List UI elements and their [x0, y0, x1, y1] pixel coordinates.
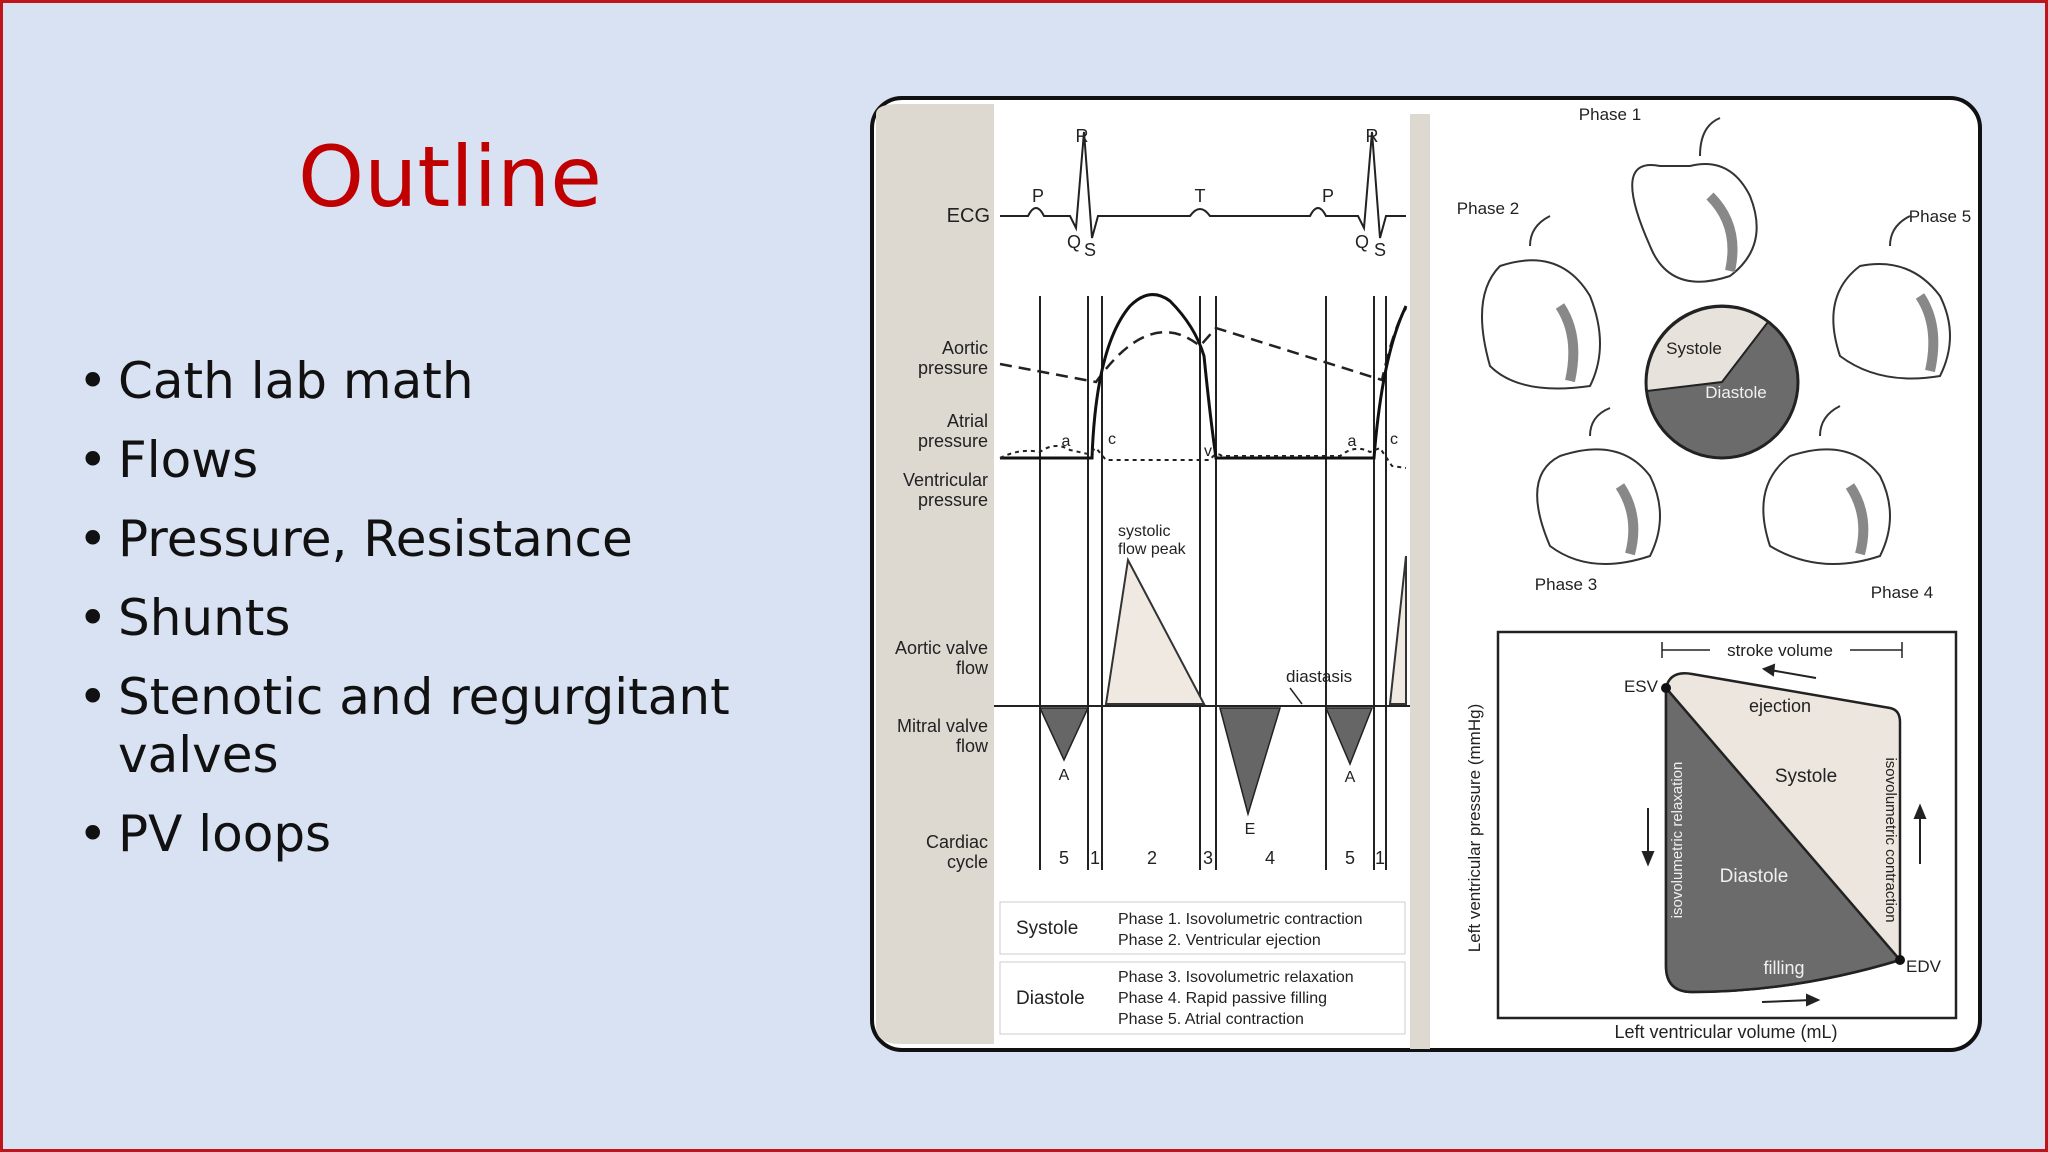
pv-loop-diagram: [1465, 632, 1956, 1042]
ecg-r-wave-2: R: [1365, 126, 1379, 146]
ecg-s-wave-2: S: [1373, 240, 1387, 260]
phase-3-label: Phase 3: [1534, 575, 1598, 594]
cardiac-cycle-figure: [870, 96, 1982, 1052]
circle-systole-label: Systole: [1666, 339, 1722, 358]
ventricular-pressure-label-2: pressure: [917, 490, 988, 510]
bullet-dot-icon: •: [78, 805, 108, 863]
systole-legend-label: Systole: [1016, 918, 1079, 939]
phase-number: 4: [1264, 848, 1276, 868]
systolic-peak-label: systolic: [1118, 523, 1171, 540]
edv-label: EDV: [1906, 957, 1941, 976]
systole-legend-line: Phase 1. Isovolumetric contraction: [1118, 911, 1363, 928]
ventricular-pressure-label: Ventricular: [902, 470, 988, 490]
diastole-legend-line: Phase 4. Rapid passive filling: [1118, 990, 1328, 1007]
circle-diastole-label: Diastole: [1705, 383, 1767, 402]
atrial-c-wave-2: c: [1390, 431, 1398, 448]
edv-point: [1895, 955, 1905, 965]
phase-number: 3: [1202, 848, 1214, 868]
ecg-p-wave: P: [1031, 186, 1045, 206]
bullet-dot-icon: •: [78, 668, 108, 726]
phase-5-label: Phase 5: [1908, 207, 1972, 226]
mitral-a-label-2: A: [1344, 769, 1356, 786]
bullet-item: • Flows: [78, 431, 259, 489]
ecg-r-wave: R: [1075, 126, 1089, 146]
aortic-valve-flow-label: Aortic valve: [894, 638, 988, 658]
bullet-item: • Shunts: [78, 589, 291, 647]
pv-diastole-label: Diastole: [1719, 866, 1789, 887]
phase-2-label: Phase 2: [1456, 199, 1520, 218]
ecg-label: ECG: [946, 205, 990, 227]
bullet-item: • Pressure, Resistance: [78, 510, 633, 568]
phase-number: 1: [1374, 848, 1386, 868]
aortic-valve-flow-label-2: flow: [955, 658, 988, 678]
atrial-a-wave-2: a: [1347, 433, 1357, 450]
atrial-c-wave: c: [1108, 431, 1116, 448]
mitral-e-label: E: [1244, 821, 1256, 838]
bullet-item: • PV loops: [78, 805, 332, 863]
esv-label: ESV: [1623, 677, 1658, 696]
pv-y-axis-label: Left ventricular pressure (mmHg): [1465, 703, 1484, 953]
phase-1-label: Phase 1: [1578, 105, 1642, 124]
mitral-valve-flow-label-2: flow: [955, 736, 988, 756]
atrial-a-wave: a: [1061, 433, 1071, 450]
cardiac-cycle-label: Cardiac: [925, 832, 988, 852]
diastole-legend-line: Phase 5. Atrial contraction: [1118, 1011, 1304, 1028]
diastole-legend-line: Phase 3. Isovolumetric relaxation: [1118, 969, 1354, 986]
atrial-pressure-label: Atrial: [946, 411, 988, 431]
filling-label: filling: [1763, 958, 1805, 978]
pv-x-axis-label: Left ventricular volume (mL): [1614, 1022, 1838, 1042]
ecg-t-wave: T: [1194, 186, 1206, 206]
iso-relax-label: isovolumetric relaxation: [1669, 761, 1686, 919]
phase-number: 2: [1146, 848, 1158, 868]
pv-systole-label: Systole: [1774, 766, 1838, 787]
ecg-s-wave: S: [1083, 240, 1097, 260]
iso-contract-label: isovolumetric contraction: [1882, 757, 1899, 923]
bullet-item: • Stenotic and regurgitant valves: [78, 668, 730, 784]
aortic-pressure-label: Aortic: [941, 338, 988, 358]
aortic-pressure-label-2: pressure: [917, 358, 988, 378]
bullet-dot-icon: •: [78, 589, 108, 647]
bullet-dot-icon: •: [78, 431, 108, 489]
atrial-pressure-label-2: pressure: [917, 431, 988, 451]
phase-4-label: Phase 4: [1870, 583, 1934, 602]
systolic-peak-label-2: flow peak: [1118, 541, 1186, 558]
ecg-p-wave-2: P: [1321, 186, 1335, 206]
esv-point: [1661, 683, 1671, 693]
bullet-list: [78, 352, 778, 884]
ecg-q-wave: Q: [1066, 232, 1082, 252]
label-strip: [876, 104, 994, 1044]
panel-gutter: [1410, 114, 1430, 1049]
phase-number: 1: [1089, 848, 1101, 868]
atrial-v-wave: v: [1204, 443, 1212, 460]
bullet-item: • Cath lab math: [78, 352, 474, 410]
slide-title: Outline: [298, 128, 602, 226]
mitral-valve-flow-label: Mitral valve: [896, 716, 988, 736]
ecg-q-wave-2: Q: [1354, 232, 1370, 252]
cardiac-cycle-label-2: cycle: [946, 852, 988, 872]
bullet-dot-icon: •: [78, 352, 108, 410]
phase-number: 5: [1344, 848, 1356, 868]
mitral-a-label: A: [1058, 767, 1070, 784]
phase-number: 5: [1058, 848, 1070, 868]
diastole-legend-label: Diastole: [1016, 988, 1085, 1009]
ejection-label: ejection: [1748, 696, 1812, 716]
diastasis-label: diastasis: [1286, 667, 1353, 686]
bullet-dot-icon: •: [78, 510, 108, 568]
stroke-volume-label: stroke volume: [1727, 641, 1833, 660]
systole-legend-line: Phase 2. Ventricular ejection: [1118, 932, 1321, 949]
